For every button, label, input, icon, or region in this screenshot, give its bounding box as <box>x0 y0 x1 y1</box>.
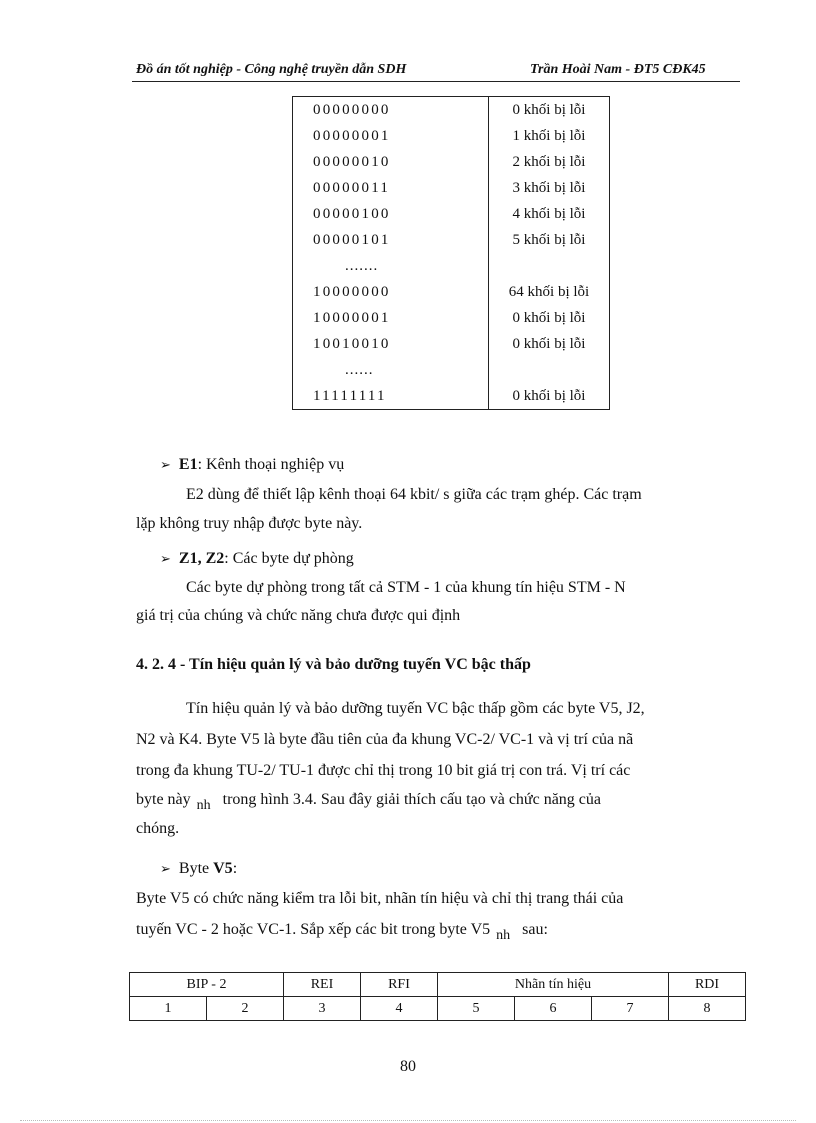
v5-header-cell: BIP - 2 <box>130 973 284 997</box>
section-line-4-a: byte này <box>136 791 191 808</box>
section-title: 4. 2. 4 - Tín hiệu quản lý và bảo dưỡng tuyến VC bậc thấp <box>136 656 531 673</box>
v5-bit-cell: 3 <box>284 997 361 1021</box>
footer-rule <box>20 1120 796 1121</box>
z1z2-bullet-line <box>160 550 354 568</box>
code-cell: 11111111 <box>293 383 489 410</box>
meaning-cell: 64 khối bị lỗi <box>508 284 590 300</box>
e1-paragraph-line-1: E2 dùng để thiết lập kênh thoại 64 kbit/ s giữa các trạm ghép. Các trạm <box>186 486 642 503</box>
v5-prefix: Byte <box>178 860 214 877</box>
v5-header-cell: RDI <box>669 973 746 997</box>
code-cell: 00000010 <box>293 149 489 175</box>
z1z2-label: Z1, Z2 <box>178 550 225 567</box>
v5-bit-table <box>129 972 746 1021</box>
v5-bit-cell: 2 <box>207 997 284 1021</box>
code-cell: 00000001 <box>293 123 489 149</box>
code-table-row <box>293 279 610 305</box>
v5-bit-cell: 7 <box>592 997 669 1021</box>
section-line-1: Tín hiệu quản lý và bảo dưỡng tuyến VC bậc thấp gồm các byte V5, J2, <box>186 700 645 717</box>
meaning-cell <box>489 253 610 279</box>
section-line-4 <box>136 791 601 813</box>
v5-bit-cell: 4 <box>361 997 438 1021</box>
e1-bullet-line <box>160 456 344 474</box>
e1-text: : Kênh thoại nghiệp vụ <box>197 456 345 473</box>
meaning-cell: 0 khối bị lỗi <box>512 102 586 118</box>
code-table-row <box>293 305 610 331</box>
header-left: Đồ án tốt nghiệp - Công nghệ truyền dẫn SDH <box>136 62 407 77</box>
code-table-row <box>293 357 610 383</box>
code-table-row <box>293 383 610 410</box>
code-cell: 00000100 <box>293 201 489 227</box>
v5-bit-cell: 8 <box>669 997 746 1021</box>
page-number: 80 <box>400 1058 416 1075</box>
code-table-row <box>293 201 610 227</box>
v5-bit-cell: 1 <box>130 997 207 1021</box>
meaning-cell: 5 khối bị lỗi <box>512 232 586 248</box>
meaning-cell: 0 khối bị lỗi <box>512 336 586 352</box>
meaning-cell <box>489 357 610 383</box>
v5-header-cell: REI <box>284 973 361 997</box>
code-table-row <box>293 227 610 253</box>
arrow-bullet-icon: ➢ <box>160 861 171 876</box>
code-cell: 10010010 <box>293 331 489 357</box>
code-table-row <box>293 253 610 279</box>
section-line-3: trong đa khung TU-2/ TU-1 được chỉ thị trong 10 bit giá trị con trá. Vị trí các <box>136 762 631 779</box>
header-rule <box>132 81 740 82</box>
v5-header-cell: RFI <box>361 973 438 997</box>
meaning-cell: 4 khối bị lỗi <box>512 206 586 222</box>
v5-line-2-sub: nh <box>496 928 511 943</box>
v5-header-cell: Nhãn tín hiệu <box>438 973 669 997</box>
code-table-row <box>293 97 610 124</box>
meaning-cell: 1 khối bị lỗi <box>512 128 586 144</box>
section-line-2: N2 và K4. Byte V5 là byte đầu tiên của đa khung VC-2/ VC-1 và vị trí của nã <box>136 731 634 748</box>
code-cell: ...... <box>293 357 489 383</box>
code-table-row <box>293 123 610 149</box>
z1z2-paragraph-line-1: Các byte dự phòng trong tất cả STM - 1 của khung tín hiệu STM - N <box>186 579 626 596</box>
z1z2-paragraph-line-2: giá trị của chúng và chức năng chưa được qui định <box>136 607 461 624</box>
section-line-4-sub: nh <box>196 798 211 813</box>
code-table-row <box>293 149 610 175</box>
v5-line-2-a: tuyến VC - 2 hoặc VC-1. Sắp xếp các bit trong byte V5 <box>136 921 491 938</box>
arrow-bullet-icon: ➢ <box>160 457 171 472</box>
v5-bit-cell: 5 <box>438 997 515 1021</box>
code-cell: ....... <box>293 253 489 279</box>
v5-label: V5 <box>213 860 233 877</box>
header-right: Trần Hoài Nam - ĐT5 CĐK45 <box>530 62 706 77</box>
v5-bullet-line <box>160 860 237 878</box>
meaning-cell: 3 khối bị lỗi <box>512 180 586 196</box>
e1-label: E1 <box>178 456 198 473</box>
meaning-cell: 0 khối bị lỗi <box>512 310 586 326</box>
section-line-5: chóng. <box>136 820 180 837</box>
z1z2-text: : Các byte dự phòng <box>224 550 354 567</box>
v5-line-1: Byte V5 có chức năng kiểm tra lỗi bit, nhãn tín hiệu và chỉ thị trang thái của <box>136 890 624 907</box>
code-cell: 10000001 <box>293 305 489 331</box>
v5-line-2 <box>136 921 548 943</box>
code-cell: 00000000 <box>293 97 489 124</box>
meaning-cell: 2 khối bị lỗi <box>512 154 586 170</box>
v5-line-2-b: sau: <box>522 921 548 938</box>
meaning-cell: 0 khối bị lỗi <box>512 388 586 404</box>
code-cell: 10000000 <box>293 279 489 305</box>
e1-paragraph-line-2: lặp không truy nhập được byte này. <box>136 515 363 532</box>
error-code-table <box>292 96 610 410</box>
code-cell: 00000011 <box>293 175 489 201</box>
code-table-row <box>293 175 610 201</box>
arrow-bullet-icon: ➢ <box>160 551 171 566</box>
code-cell: 00000101 <box>293 227 489 253</box>
section-line-4-b: trong hình 3.4. Sau đây giải thích cấu tạo và chức năng của <box>222 791 601 808</box>
code-table-row <box>293 331 610 357</box>
v5-bit-cell: 6 <box>515 997 592 1021</box>
v5-suffix: : <box>232 860 238 877</box>
